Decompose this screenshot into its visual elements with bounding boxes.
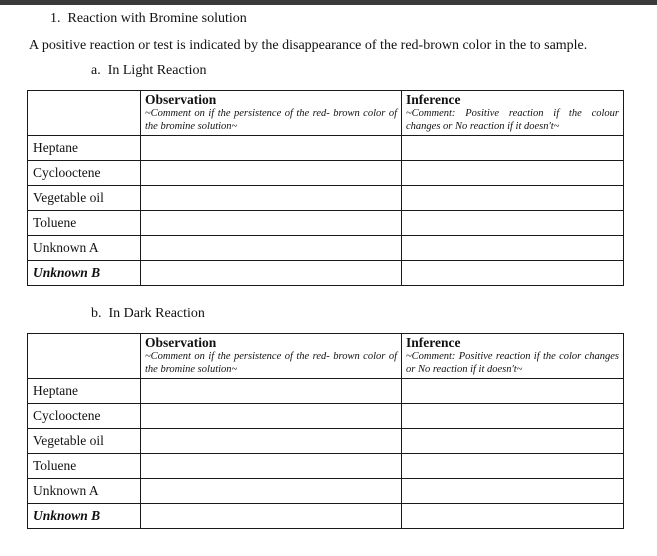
table-row — [28, 454, 624, 479]
sample-label: Cyclooctene — [28, 404, 141, 429]
inference-cell[interactable] — [402, 379, 624, 404]
table-row — [28, 261, 624, 286]
sample-label: Cyclooctene — [28, 161, 141, 186]
inference-header: Inference — [406, 92, 461, 107]
dark-reaction-table — [27, 333, 624, 529]
observation-cell[interactable] — [141, 136, 402, 161]
inference-cell[interactable] — [402, 504, 624, 529]
observation-cell[interactable] — [141, 404, 402, 429]
table-row — [28, 161, 624, 186]
table-row — [28, 136, 624, 161]
inference-note: ~Comment: Positive reaction if the color changes or No reaction if it doesn't~ — [406, 351, 619, 375]
sample-label: Unknown A — [28, 479, 141, 504]
observation-cell[interactable] — [141, 186, 402, 211]
sample-label: Heptane — [28, 379, 141, 404]
table-row — [28, 236, 624, 261]
observation-cell[interactable] — [141, 261, 402, 286]
inference-header: Inference — [406, 335, 461, 350]
observation-cell[interactable] — [141, 504, 402, 529]
observation-cell[interactable] — [141, 479, 402, 504]
observation-note: ~Comment on if the persistence of the red- brown color of the bromine solution~ — [145, 108, 397, 132]
table-row — [28, 429, 624, 454]
inference-header-cell — [402, 91, 624, 136]
inference-header-cell — [402, 334, 624, 379]
inference-cell[interactable] — [402, 404, 624, 429]
section-heading — [50, 11, 247, 27]
sample-label: Unknown B — [28, 504, 141, 529]
light-reaction-table — [27, 90, 624, 286]
table-header-row — [28, 334, 624, 379]
observation-header-cell — [141, 91, 402, 136]
observation-header-cell — [141, 334, 402, 379]
sample-label: Toluene — [28, 211, 141, 236]
sample-label: Unknown B — [28, 261, 141, 286]
intro-paragraph: A positive reaction or test is indicated by the disappearance of the red-brown color in the to sample. — [29, 38, 588, 53]
table-row — [28, 504, 624, 529]
inference-cell[interactable] — [402, 236, 624, 261]
part-b-title: In Dark Reaction — [108, 306, 205, 321]
observation-header: Observation — [145, 335, 217, 350]
inference-cell[interactable] — [402, 186, 624, 211]
section-title: Reaction with Bromine solution — [67, 11, 247, 26]
observation-cell[interactable] — [141, 379, 402, 404]
section-number: 1. — [50, 11, 61, 26]
inference-cell[interactable] — [402, 161, 624, 186]
part-a-title: In Light Reaction — [107, 63, 207, 78]
observation-header: Observation — [145, 92, 217, 107]
table-row — [28, 479, 624, 504]
observation-note: ~Comment on if the persistence of the red- brown color of the bromine solution~ — [145, 351, 397, 375]
header-corner-cell — [28, 334, 141, 379]
sample-label: Vegetable oil — [28, 186, 141, 211]
top-border-bar — [0, 0, 657, 5]
part-a-heading — [91, 63, 206, 79]
sample-label: Heptane — [28, 136, 141, 161]
table-row — [28, 211, 624, 236]
inference-cell[interactable] — [402, 429, 624, 454]
observation-cell[interactable] — [141, 236, 402, 261]
inference-cell[interactable] — [402, 454, 624, 479]
table-row — [28, 404, 624, 429]
observation-cell[interactable] — [141, 429, 402, 454]
part-b-heading — [91, 306, 205, 322]
inference-cell[interactable] — [402, 211, 624, 236]
sample-label: Vegetable oil — [28, 429, 141, 454]
sample-label: Toluene — [28, 454, 141, 479]
inference-cell[interactable] — [402, 261, 624, 286]
table-row — [28, 379, 624, 404]
observation-cell[interactable] — [141, 161, 402, 186]
table-header-row — [28, 91, 624, 136]
observation-cell[interactable] — [141, 211, 402, 236]
header-corner-cell — [28, 91, 141, 136]
part-a-marker: a. — [91, 63, 101, 78]
inference-note: ~Comment: Positive reaction if the colour changes or No reaction if it doesn't~ — [406, 108, 619, 132]
inference-cell[interactable] — [402, 479, 624, 504]
inference-cell[interactable] — [402, 136, 624, 161]
observation-cell[interactable] — [141, 454, 402, 479]
table-row — [28, 186, 624, 211]
sample-label: Unknown A — [28, 236, 141, 261]
part-b-marker: b. — [91, 306, 102, 321]
